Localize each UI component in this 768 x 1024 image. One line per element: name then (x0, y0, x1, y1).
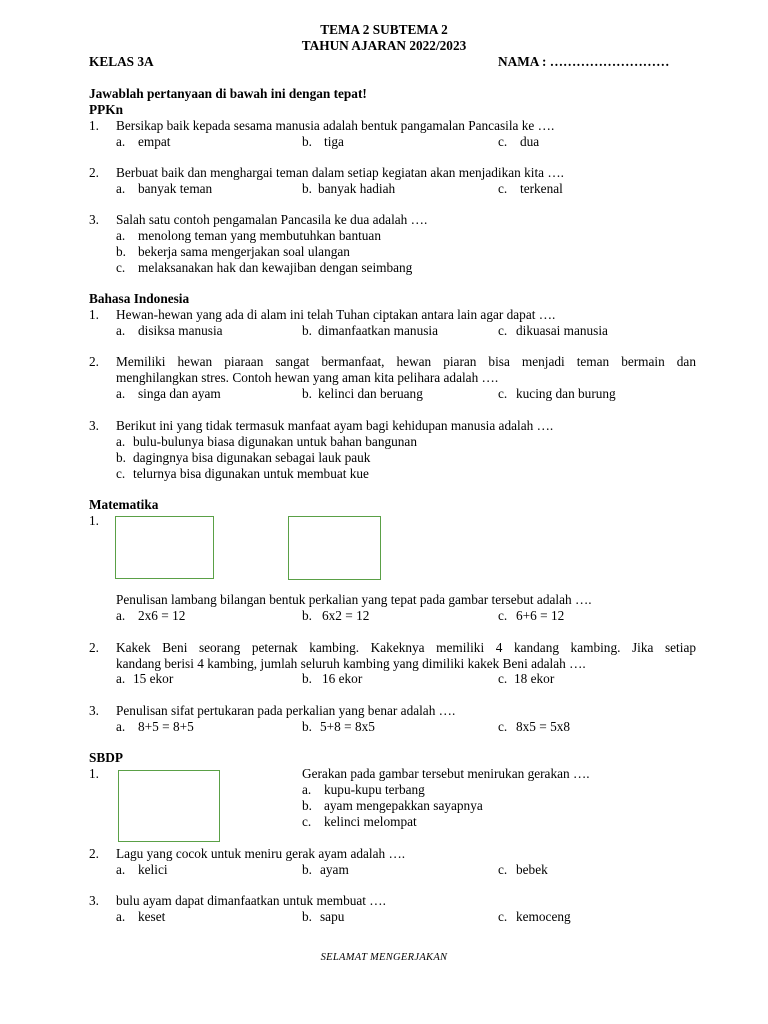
instruction: Jawablah pertanyaan di bawah ini dengan tepat! (89, 86, 367, 101)
option-label: a. (116, 719, 126, 734)
option-text: 16 ekor (322, 671, 363, 686)
option-text: kelinci melompat (324, 814, 417, 829)
option-text: 5+8 = 8x5 (320, 719, 375, 734)
option-text: banyak hadiah (318, 181, 396, 196)
option-text: bekerja sama mengerjakan soal ulangan (138, 244, 350, 259)
option-label: c. (498, 719, 508, 734)
option-text: 2x6 = 12 (138, 608, 186, 623)
option-text: 6+6 = 12 (516, 608, 565, 623)
question-number: 2. (89, 640, 99, 655)
question-number: 2. (89, 846, 99, 861)
question-text-line2: kandang berisi 4 kambing, jumlah seluruh kambing yang dimiliki kakek Beni adalah …. (116, 656, 586, 671)
option-label: a. (116, 386, 126, 401)
option-label: a. (116, 434, 126, 449)
option-text: dagingnya bisa digunakan sebagai lauk pauk (133, 450, 371, 465)
option-label: b. (116, 244, 126, 259)
option-text: 8x5 = 5x8 (516, 719, 571, 734)
option-label: c. (498, 181, 508, 196)
option-label: c. (498, 608, 508, 623)
option-text: ayam (320, 862, 349, 877)
title-tema: TEMA 2 SUBTEMA 2 (320, 22, 448, 37)
question-text: Lagu yang cocok untuk meniru gerak ayam adalah …. (116, 846, 406, 861)
question-number: 3. (89, 212, 99, 227)
option-label: c. (498, 134, 508, 149)
option-text: kemoceng (516, 909, 571, 924)
option-text: melaksanakan hak dan kewajiban dengan seimbang (138, 260, 413, 275)
question-text: Salah satu contoh pengamalan Pancasila ke dua adalah …. (116, 212, 428, 227)
option-label: b. (302, 386, 312, 401)
option-text: kucing dan burung (516, 386, 616, 401)
image-placeholder (118, 770, 220, 842)
option-label: a. (116, 134, 126, 149)
option-text: singa dan ayam (138, 386, 221, 401)
option-text: kupu-kupu terbang (324, 782, 425, 797)
option-text: banyak teman (138, 181, 213, 196)
option-text: 15 ekor (133, 671, 174, 686)
option-text: bebek (516, 862, 548, 877)
option-label: a. (116, 181, 126, 196)
option-text: kelici (138, 862, 168, 877)
option-label: c. (116, 466, 126, 481)
question-text: Hewan-hewan yang ada di alam ini telah Tuhan ciptakan antara lain agar dapat …. (116, 307, 556, 322)
option-text: dua (520, 134, 540, 149)
option-label: a. (116, 671, 126, 686)
option-label: c. (302, 814, 312, 829)
option-label: b. (302, 798, 312, 813)
title-tahun-ajaran: TAHUN AJARAN 2022/2023 (301, 38, 467, 53)
option-text: empat (138, 134, 171, 149)
option-text: tiga (324, 134, 344, 149)
option-text: telurnya bisa digunakan untuk membuat kue (133, 466, 369, 481)
option-label: b. (302, 181, 312, 196)
question-number: 3. (89, 893, 99, 908)
option-label: c. (116, 260, 126, 275)
section-title: PPKn (89, 102, 123, 117)
question-text-line1: Kakek Beni seorang peternak kambing. Kakeknya memiliki 4 kandang kambing. Jika setiap (116, 640, 696, 655)
question-number: 1. (89, 118, 99, 133)
question-text: Gerakan pada gambar tersebut menirukan gerakan …. (302, 766, 590, 781)
question-text: Bersikap baik kepada sesama manusia adalah bentuk pangamalan Pancasila ke …. (116, 118, 555, 133)
option-label: b. (302, 134, 312, 149)
question-number: 2. (89, 165, 99, 180)
option-label: c. (498, 671, 508, 686)
option-label: a. (302, 782, 312, 797)
question-number: 3. (89, 703, 99, 718)
option-label: b. (302, 862, 312, 877)
option-label: a. (116, 909, 126, 924)
option-label: b. (302, 608, 312, 623)
kelas-label: KELAS 3A (89, 54, 154, 69)
image-placeholder (115, 516, 214, 579)
footer-text: SELAMAT MENGERJAKAN (320, 952, 448, 963)
option-text: kelinci dan beruang (318, 386, 423, 401)
option-text: dimanfaatkan manusia (318, 323, 438, 338)
option-text: 6x2 = 12 (322, 608, 370, 623)
option-text: sapu (320, 909, 345, 924)
question-text: Penulisan lambang bilangan bentuk perkalian yang tepat pada gambar tersebut adalah …. (116, 592, 592, 607)
option-label: c. (498, 862, 508, 877)
option-label: c. (498, 909, 508, 924)
section-title: Bahasa Indonesia (89, 291, 190, 306)
question-number: 1. (89, 513, 99, 528)
question-number: 1. (89, 307, 99, 322)
option-label: b. (302, 323, 312, 338)
question-text: Penulisan sifat pertukaran pada perkalian yang benar adalah …. (116, 703, 456, 718)
option-label: b. (302, 909, 312, 924)
option-text: dikuasai manusia (516, 323, 608, 338)
option-label: a. (116, 323, 126, 338)
image-placeholder (288, 516, 381, 580)
option-label: a. (116, 862, 126, 877)
question-number: 3. (89, 418, 99, 433)
option-label: c. (498, 386, 508, 401)
option-label: b. (302, 671, 312, 686)
nama-field: NAMA : ……………………… (498, 54, 670, 69)
option-label: b. (302, 719, 312, 734)
question-text-line2: menghilangkan stres. Contoh hewan yang aman kita pelihara adalah …. (116, 370, 499, 385)
option-label: b. (116, 450, 126, 465)
section-title: SBDP (89, 750, 123, 765)
question-text: Berikut ini yang tidak termasuk manfaat ayam bagi kehidupan manusia adalah …. (116, 418, 554, 433)
question-text: bulu ayam dapat dimanfaatkan untuk membuat …. (116, 893, 386, 908)
question-number: 1. (89, 766, 99, 781)
option-text: terkenal (520, 181, 563, 196)
option-text: keset (138, 909, 166, 924)
option-label: a. (116, 608, 126, 623)
option-text: 8+5 = 8+5 (138, 719, 194, 734)
section-title: Matematika (89, 497, 159, 512)
question-number: 2. (89, 354, 99, 369)
option-text: disiksa manusia (138, 323, 223, 338)
option-label: a. (116, 228, 126, 243)
option-text: ayam mengepakkan sayapnya (324, 798, 483, 813)
option-text: menolong teman yang membutuhkan bantuan (138, 228, 381, 243)
question-text: Berbuat baik dan menghargai teman dalam setiap kegiatan akan menjadikan kita …. (116, 165, 564, 180)
option-label: c. (498, 323, 508, 338)
question-text-line1: Memiliki hewan piaraan sangat bermanfaat, hewan piaran bisa menjadi teman bermain dan (116, 354, 696, 369)
option-text: bulu-bulunya biasa digunakan untuk bahan bangunan (133, 434, 417, 449)
option-text: 18 ekor (514, 671, 555, 686)
